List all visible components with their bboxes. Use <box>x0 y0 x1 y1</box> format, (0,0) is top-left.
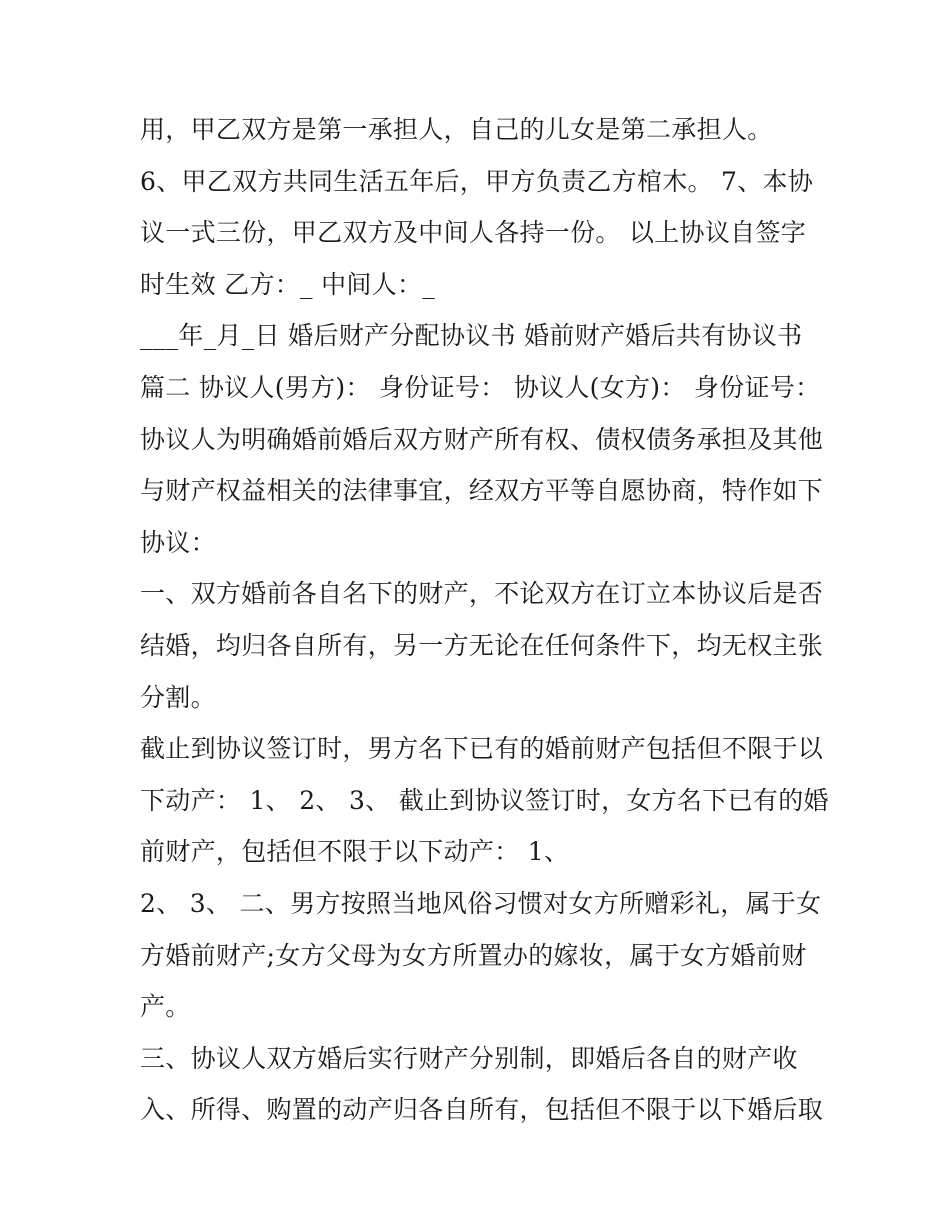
text-line: 协议人为明确婚前婚后双方财产所有权、债权债务承担及其他 <box>140 424 824 454</box>
text-line: 结婚，均归各自所有，另一方无论在任何条件下，均无权主张 <box>140 630 824 660</box>
text-line: 议一式三份，甲乙双方及中间人各持一份。 以上协议自签字 <box>140 218 807 248</box>
text-line: 产。 <box>140 992 191 1022</box>
text-line: 入、所得、购置的动产归各自所有，包括但不限于以下婚后取 <box>140 1095 824 1125</box>
text-line: 方婚前财产;女方父母为女方所置办的嫁妆，属于女方婚前财 <box>140 940 807 970</box>
text-line: 篇二 协议人(男方)： 身份证号： 协议人(女方)： 身份证号： <box>140 372 821 402</box>
text-line: 截止到协议签订时，男方名下已有的婚前财产包括但不限于以 <box>140 734 824 764</box>
text-line: 一、双方婚前各自名下的财产，不论双方在订立本协议后是否 <box>140 579 824 609</box>
text-line: 用，甲乙双方是第一承担人，自己的儿女是第二承担人。 <box>140 115 773 144</box>
text-line: 时生效 乙方：_ 中间人：_ <box>140 269 436 299</box>
text-line: 2、 3、 二、男方按照当地风俗习惯对女方所赠彩礼，属于女 <box>140 888 822 918</box>
document-body <box>140 104 829 1136</box>
text-line: 6、甲乙双方共同生活五年后，甲方负责乙方棺木。 7、本协 <box>140 166 814 196</box>
text-line: ___年_月_日 婚后财产分配协议书 婚前财产婚后共有协议书 <box>140 321 803 351</box>
text-line: 三、协议人双方婚后实行财产分别制，即婚后各自的财产收 <box>140 1043 798 1073</box>
text-line: 下动产： 1、 2、 3、 截止到协议签订时，女方名下已有的婚 <box>140 785 829 815</box>
text-line: 前财产，包括但不限于以下动产： 1、 <box>140 837 570 867</box>
text-line: 协议： <box>140 527 216 557</box>
text-line: 与财产权益相关的法律事宜，经双方平等自愿协商，特作如下 <box>140 476 824 506</box>
text-line: 分割。 <box>140 682 216 712</box>
